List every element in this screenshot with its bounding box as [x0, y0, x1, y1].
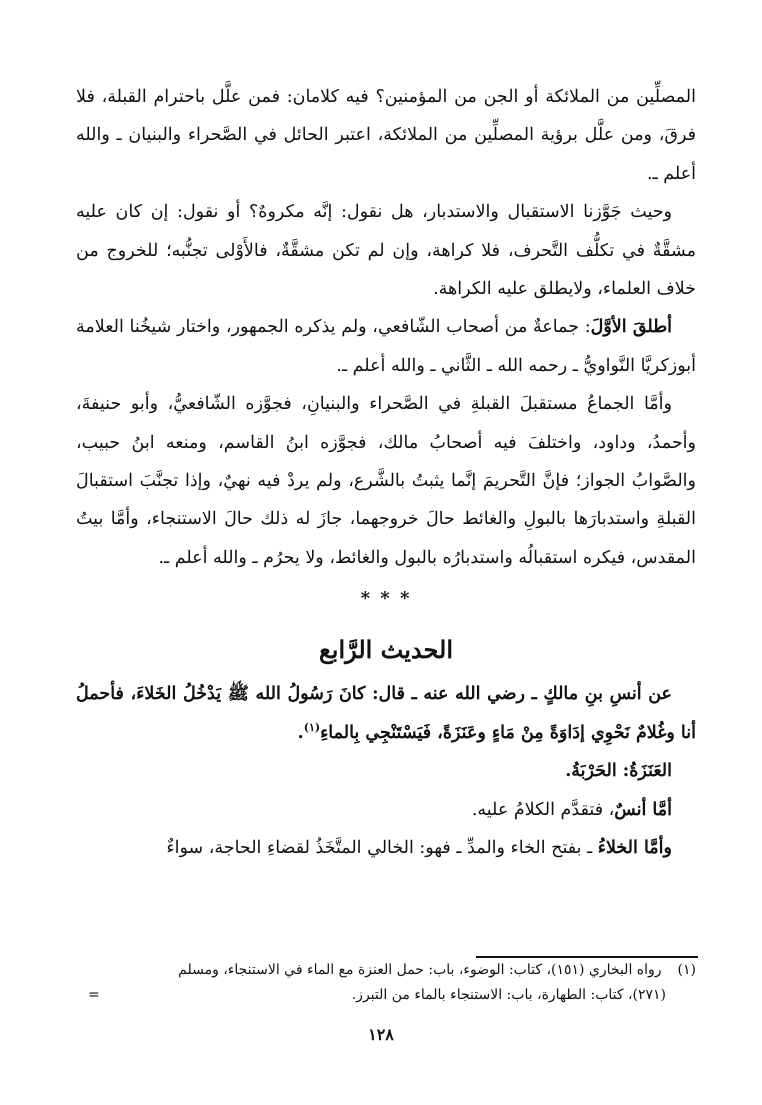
- hadith-end: .: [297, 722, 304, 743]
- footnotes-area: [76, 958, 696, 1008]
- hadith-text: [76, 675, 696, 752]
- paragraph-text: وأمَّا الجماعُ مستقبلَ القبلةِ في الصَّحراء والبنيانِ، فجوَّزه الشّافعيُّ، وأبو حنيفةَ، وأحمدُ، وداود، واختلفَ فيه أصحابُ مالك، فجوَّزه ابنُ القاسم، ومنعه ابنُ حبيب، والصَّوابُ الجواز؛ فإنَّ التَّحريمَ إنَّما يثبتُ بالشَّرع، ولم يردْ فيه نهيٌ، وإذا تجنَّبَ استقبالَ القبلةِ واستدبارَها بالبولِ والغائط حالَ خروجهما، جازَ له ذلك حالَ الاستنجاء، وأمَّا بيتُ المقدس، فيكره استقبالُه واستدبارُه بالبول والغائط، ولا يحرُم ـ والله أعلم ـ.: [76, 394, 696, 568]
- paragraph-intercourse: [76, 385, 696, 577]
- page-number: ١٢٨: [368, 1025, 394, 1044]
- footnote-line: [76, 958, 696, 983]
- paragraph-lead: أمَّا أنسٌ: [614, 799, 672, 820]
- section-heading: الحديث الرَّابع: [318, 635, 453, 665]
- footnote-number: (١): [677, 962, 696, 978]
- footnote-line: [76, 983, 696, 1008]
- hadith-body: عن أنسِ بنِ مالكٍ ـ رضي الله عنه ـ قال: كانَ رَسُولُ الله ﷺ يَدْخُلُ الخَلاءَ، فأحملُ أنا وغُلامٌ نَحْوِي إدَاوَةً مِنْ مَاءٍ وعَنَزَةً، فَيَسْتَنْجِي بِالماءِ: [76, 684, 696, 743]
- definition-anazah: [76, 752, 696, 790]
- paragraph-anas: [76, 791, 696, 829]
- paragraph-text: المصلِّين من الملائكة أو الجن من المؤمنين؟ فيه كلامان: فمن علَّل باحترام القبلة، فلا فرقَ، ومن علَّل برؤية المصلِّين من الملائكة، اعتبر الحائل في الصَّحراء والبنيان ـ والله أعلم ـ.: [76, 87, 696, 184]
- paragraph-lead: أطلقَ الأوَّلَ: [590, 317, 673, 338]
- paragraph-text: ، فتقدَّم الكلامُ عليه.: [471, 799, 615, 820]
- paragraph-continuation: [76, 78, 696, 193]
- paragraph-lead: وأمَّا الخلاءُ: [597, 837, 672, 858]
- footnote-text: (٢٧١)، كتاب: الطهارة، باب: الاستنجاء بالماء من التبرز.: [351, 987, 666, 1003]
- main-text-body: [76, 78, 696, 867]
- paragraph-permissibility: [76, 193, 696, 308]
- section-separator: * * *: [360, 588, 412, 610]
- paragraph-text: ـ بفتح الخاء والمدِّ ـ فهو: الخالي المتَّخَذُ لقضاءِ الحاجة، سواءٌ: [166, 837, 598, 858]
- paragraph-text: وحيث جَوَّزنا الاستقبال والاستدبار، هل نقول: إنَّه مكروهٌ؟ أو نقول: إن كان عليه مشقَّةٌ في تكلُّف التَّحرف، فلا كراهة، وإن لم تكن مشقَّةٌ، فالأَوْلى تجنُّبه؛ للخروج من خلاف العلماء، ولايطلق عليه الكراهة.: [76, 202, 696, 300]
- paragraph-text: : جماعةٌ من أصحاب الشّافعي، ولم يذكره الجمهور، واختار شيخُنا العلامة أبوزكريَّا النَّواويُّ ـ رحمه الله ـ الثَّاني ـ والله أعلم ـ.: [76, 317, 696, 376]
- footnote-continuation-mark: =: [88, 987, 100, 1003]
- paragraph-first-opinion: [76, 308, 696, 385]
- footnote-text: رواه البخاري (١٥١)، كتاب: الوضوء، باب: حمل العنزة مع الماء في الاستنجاء، ومسلم: [178, 962, 662, 978]
- paragraph-khala: [76, 829, 696, 867]
- footnote-marker: (١): [303, 720, 321, 734]
- definition-text: العَنَزَةُ: الحَرْبَةُ.: [565, 761, 672, 782]
